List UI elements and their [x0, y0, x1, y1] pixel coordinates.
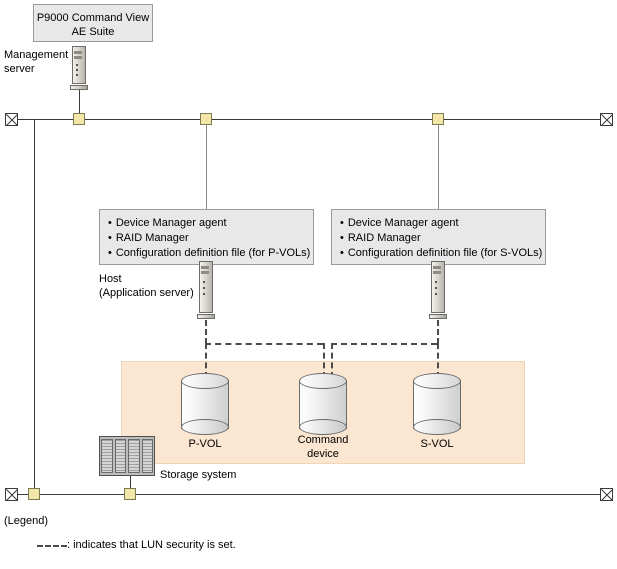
- management-server-icon: [70, 46, 88, 90]
- server-led: [435, 287, 437, 289]
- management-server-label-line1: Management: [4, 49, 69, 61]
- host-p-software-item: • Device Manager agent: [108, 216, 305, 231]
- lun-path-host-p-vertical: [205, 320, 207, 344]
- server-slot: [433, 266, 441, 269]
- command-device-label: [283, 433, 363, 461]
- host-p-network-link: [206, 125, 207, 210]
- server-slot: [201, 271, 209, 274]
- network-terminator-left-bottom: [5, 488, 18, 501]
- server-slot: [201, 266, 209, 269]
- pvol-label: P-VOL: [188, 438, 222, 450]
- top-network-bus: [14, 119, 604, 120]
- cylinder-top: [299, 373, 347, 389]
- host-label: [99, 272, 199, 300]
- server-led: [435, 293, 437, 295]
- array-bay: [115, 439, 127, 473]
- network-terminator-left-top: [5, 113, 18, 126]
- cylinder-bottom: [413, 419, 461, 435]
- host-s-software-item: • Configuration definition file (for S-VOLs): [340, 246, 537, 261]
- array-bay: [128, 439, 140, 473]
- server-led: [76, 64, 78, 66]
- host-s-server-icon: [429, 261, 447, 319]
- server-slot: [74, 56, 82, 59]
- host-s-software-item: • Device Manager agent: [340, 216, 537, 231]
- storage-system-label: Storage system: [160, 469, 237, 481]
- server-led: [203, 281, 205, 283]
- server-led: [76, 74, 78, 76]
- command-device-cylinder: [299, 373, 347, 435]
- server-slot: [433, 271, 441, 274]
- svol-label: S-VOL: [420, 438, 454, 450]
- server-slot: [74, 51, 82, 54]
- pvol-cylinder: [181, 373, 229, 435]
- host-p-software-list: [100, 210, 313, 267]
- hub-node-bottom-left: [28, 488, 40, 500]
- server-led: [203, 293, 205, 295]
- host-label-line2: (Application server): [99, 287, 194, 299]
- legend-entry-text: : indicates that LUN security is set.: [67, 539, 236, 551]
- lun-path-host-s-vertical: [437, 320, 439, 344]
- management-server-label-line2: server: [4, 63, 35, 75]
- hub-node-host-s: [432, 113, 444, 125]
- host-label-line1: Host: [99, 273, 122, 285]
- svol-cylinder: [413, 373, 461, 435]
- host-p-server-icon: [197, 261, 215, 319]
- server-led: [76, 69, 78, 71]
- server-led: [203, 287, 205, 289]
- hub-node-management: [73, 113, 85, 125]
- storage-array-icon: [99, 436, 155, 476]
- command-device-label-line1: Command: [297, 434, 349, 446]
- suite-label-line1: P9000 Command View: [36, 12, 150, 24]
- left-network-trunk: [34, 119, 35, 494]
- lun-path-host-s-to-command-device: [331, 343, 437, 345]
- hub-node-host-p: [200, 113, 212, 125]
- array-bay: [101, 439, 113, 473]
- server-led: [435, 281, 437, 283]
- suite-label-line2: AE Suite: [71, 26, 115, 38]
- cylinder-top: [181, 373, 229, 389]
- host-s-software-box: [331, 209, 546, 265]
- server-base: [197, 314, 215, 319]
- legend-title: (Legend): [4, 515, 49, 527]
- cylinder-bottom: [181, 419, 229, 435]
- lun-path-host-p-to-command-device: [205, 343, 323, 345]
- host-s-software-list: [332, 210, 545, 267]
- host-p-software-item: • RAID Manager: [108, 231, 305, 246]
- network-terminator-right-top: [600, 113, 613, 126]
- management-server-label: [4, 48, 70, 76]
- legend-dash-sample: [37, 545, 67, 547]
- storage-array-network-link: [130, 476, 131, 488]
- server-base: [429, 314, 447, 319]
- array-bay: [142, 439, 154, 473]
- command-device-label-line2: device: [307, 448, 339, 460]
- host-s-network-link: [438, 125, 439, 210]
- host-p-software-box: [99, 209, 314, 265]
- host-s-software-item: • RAID Manager: [340, 231, 537, 246]
- hub-node-storage: [124, 488, 136, 500]
- cylinder-top: [413, 373, 461, 389]
- command-view-suite-box: [33, 4, 153, 42]
- network-terminator-right-bottom: [600, 488, 613, 501]
- host-p-software-item: • Configuration definition file (for P-VOLs): [108, 246, 305, 261]
- bottom-network-bus: [14, 494, 604, 495]
